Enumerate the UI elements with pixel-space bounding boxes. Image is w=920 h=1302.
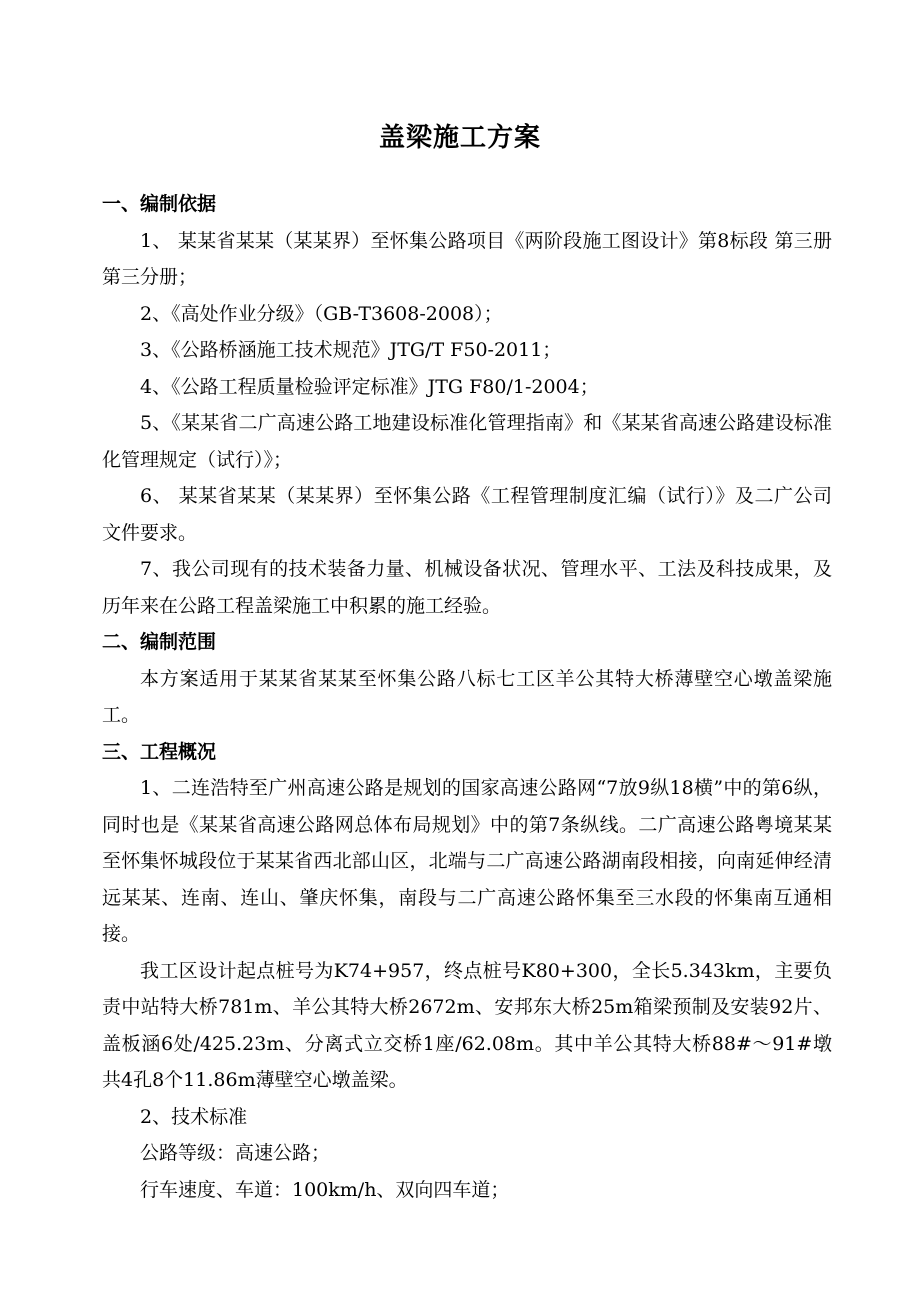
section-heading: 一、编制依据 [102,193,217,215]
paragraph: 2、《高处作业分级》（GB-T3608-2008）； [140,302,503,325]
section-heading: 三、工程概况 [102,740,217,763]
paragraph: 本方案适用于某某省某某至怀集公路八标七工区羊公其特大桥薄壁空心墩盖梁施工。 [102,667,832,726]
paragraph: 2、技术标准 [140,1105,248,1128]
document-title: 盖梁施工方案 [378,123,541,153]
paragraph: 7、我公司现有的技术装备力量、机械设备状况、管理水平、工法及科技成果，及历年来在公路工程盖梁施工中积累的施工经验。 [102,558,832,617]
paragraph: 行车速度、车道：100km/h、双向四车道； [140,1178,510,1201]
paragraph: 1、 某某省某某（某某界）至怀集公路项目《两阶段施工图设计》第8标段 第三册 第三分册； [102,229,832,288]
paragraph: 1、二连浩特至广州高速公路是规划的国家高速公路网“7放9纵18横”中的第6纵，同时也是《某某省高速公路网总体布局规划》中的第7条纵线。二广高速公路粤境某某至怀集怀城段位于某某省西北部山区，北端与二广高速公路湖南段相接，向南延伸经清远某某、连南、连山、肇庆怀集，南段与二广高速公路怀集至三水段的怀集南互通相接。 [102,777,832,945]
paragraph: 公路等级：高速公路； [140,1142,331,1164]
paragraph: 我工区设计起点桩号为K74+957，终点桩号K80+300，全长5.343km，主要负责中站特大桥781m、羊公其特大桥2672m、安邦东大桥25m箱梁预制及安装92片、盖板涵6处/425.23m、分离式立交桥1座/62.08m。其中羊公其特大桥88#～91#墩共4孔8个11.86m薄壁空心墩盖梁。 [102,959,832,1091]
paragraph: 5、《某某省二广高速公路工地建设标准化管理指南》和《某某省高速公路建设标准化管理规定（试行）》； [102,412,832,471]
paragraph: 4、《公路工程质量检验评定标准》JTG F80/1-2004； [140,375,599,398]
section-heading: 二、编制范围 [102,631,217,653]
paragraph: 6、 某某省某某（某某界）至怀集公路《工程管理制度汇编（试行）》及二广公司文件要求。 [102,485,832,544]
paragraph: 3、《公路桥涵施工技术规范》JTG/T F50-2011； [140,339,562,361]
document-body [102,186,832,1208]
